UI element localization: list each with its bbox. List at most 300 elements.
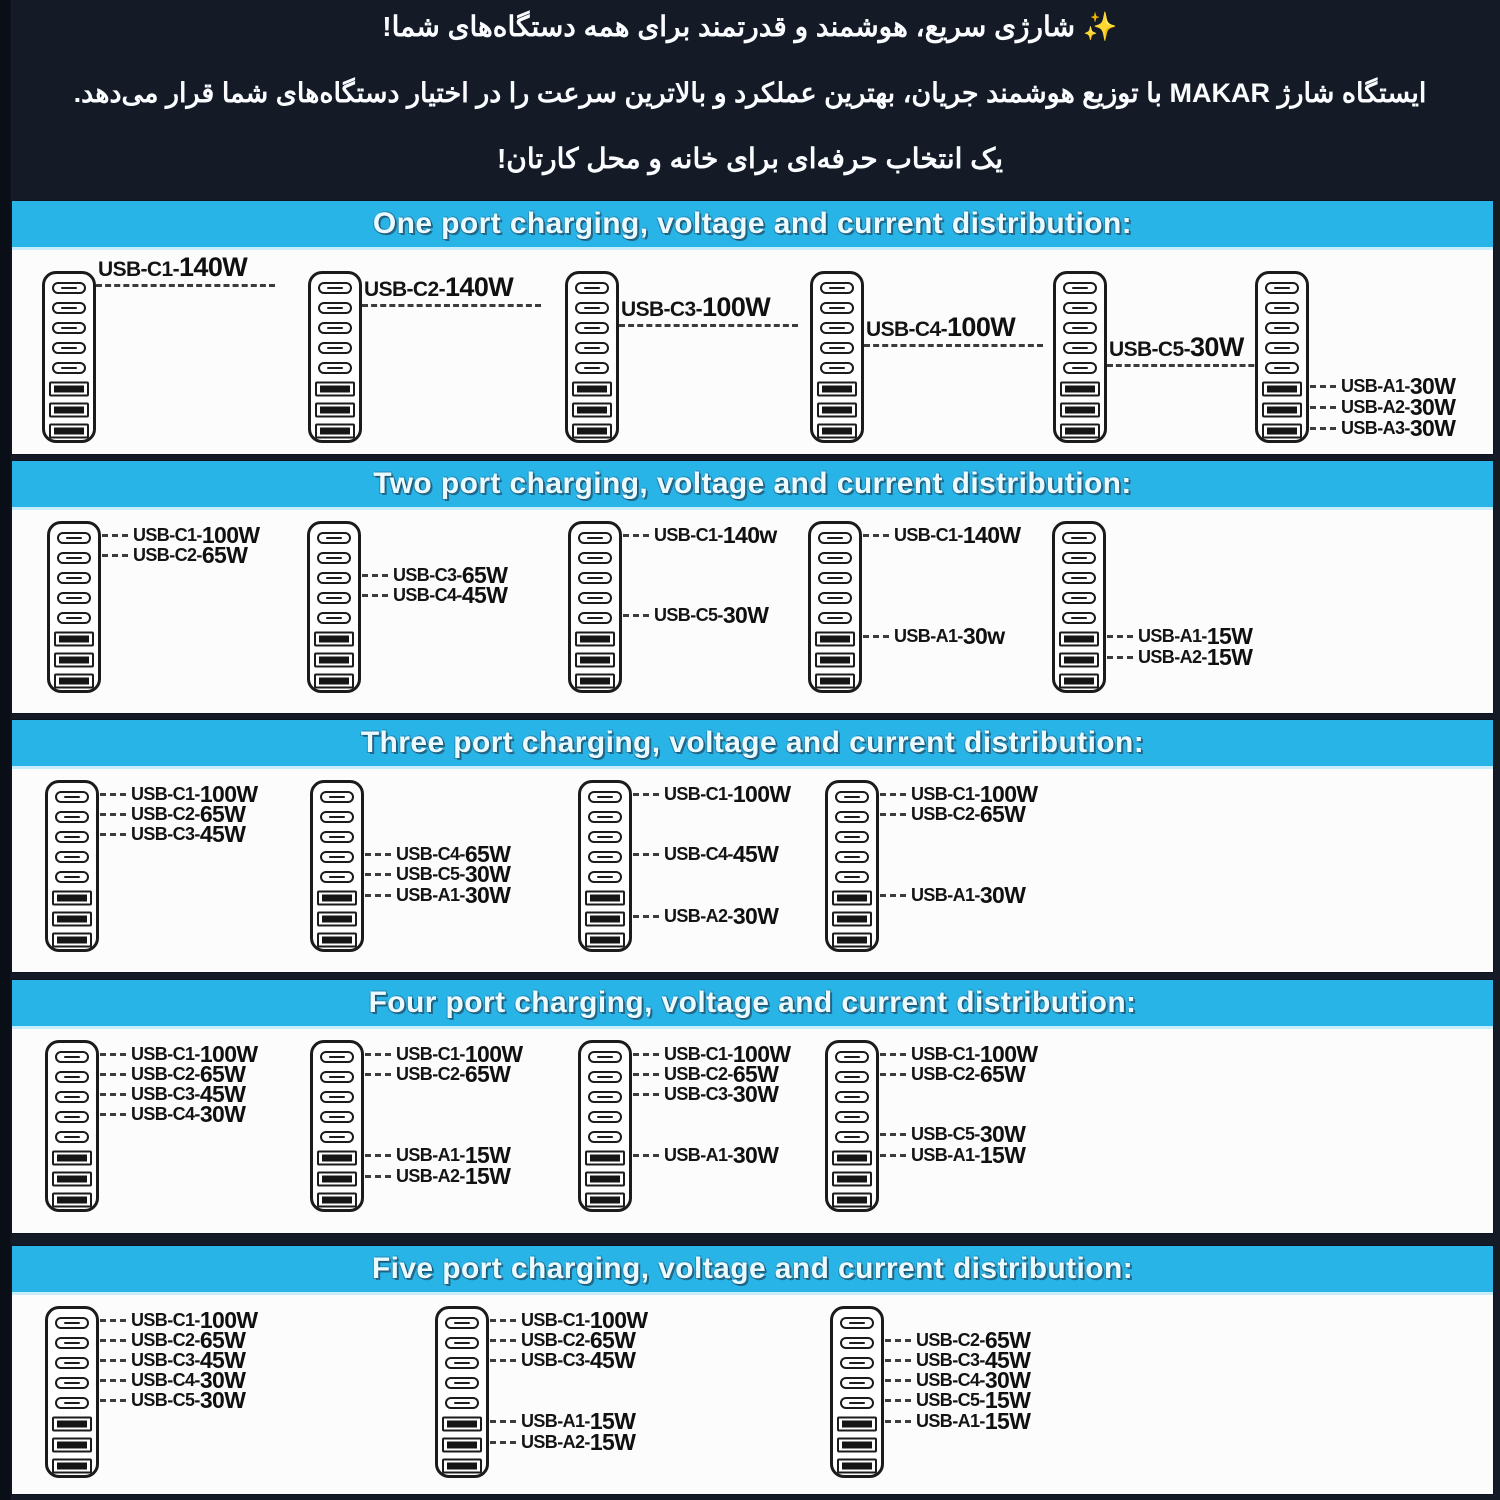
port-id-text: USB-A1- <box>911 884 980 905</box>
usb-c-port-icon <box>575 322 609 334</box>
usb-c-port-icon <box>578 552 612 564</box>
port-id-text: USB-C1- <box>98 258 179 281</box>
port-id-text: USB-C4- <box>664 843 733 864</box>
usb-c-port-icon <box>1062 612 1096 624</box>
port-id-text: USB-A1- <box>521 1410 590 1431</box>
section-header-bar <box>12 201 1493 250</box>
usb-c-port-icon <box>320 1111 354 1123</box>
usb-a-port-icon <box>1060 424 1100 439</box>
usb-c-port-icon <box>52 302 86 314</box>
usb-c-port-icon <box>1265 302 1299 314</box>
usb-c-port-icon <box>588 1131 622 1143</box>
port-id-text: USB-C1- <box>911 1043 980 1064</box>
leader-line <box>100 793 126 796</box>
leader-line <box>365 1154 391 1157</box>
usb-c-port-icon <box>445 1317 479 1329</box>
usb-a-port-icon <box>315 382 355 397</box>
port-power-text: 45W <box>199 820 246 847</box>
port-id-text: USB-A1- <box>396 884 465 905</box>
usb-c-port-icon <box>818 552 852 564</box>
port-power-text: 15W <box>464 1141 511 1168</box>
port-power-label <box>362 582 507 608</box>
leader-line <box>365 1175 391 1178</box>
port-power-text: 15W <box>589 1407 636 1434</box>
usb-a-port-icon <box>317 891 357 906</box>
usb-c-port-icon <box>1062 552 1096 564</box>
usb-c-port-icon <box>55 1357 89 1369</box>
port-power-text: 45W <box>461 581 508 608</box>
usb-a-port-icon <box>317 1172 357 1187</box>
usb-a-port-icon <box>442 1417 482 1432</box>
port-power-label <box>863 623 1005 649</box>
usb-c-port-icon <box>1265 342 1299 354</box>
charger-device <box>1255 271 1309 443</box>
usb-c-port-icon <box>1063 322 1097 334</box>
usb-a-port-icon <box>585 933 625 948</box>
usb-a-port-icon <box>837 1438 877 1453</box>
section-title: Two port charging, voltage and current distribution: <box>373 467 1132 500</box>
port-power-text: 45W <box>199 1346 246 1373</box>
section-title: Five port charging, voltage and current distribution: <box>371 1252 1134 1285</box>
usb-c-port-icon <box>57 592 91 604</box>
usb-c-port-icon <box>835 831 869 843</box>
usb-c-port-icon <box>840 1357 874 1369</box>
port-power-label <box>623 522 777 548</box>
port-id-text: USB-A2- <box>1341 396 1410 417</box>
usb-c-port-icon <box>820 362 854 374</box>
charger-device <box>42 271 96 443</box>
leader-line <box>1310 427 1336 430</box>
usb-a-port-icon <box>315 424 355 439</box>
usb-a-port-icon <box>442 1438 482 1453</box>
leader-line <box>1310 385 1336 388</box>
usb-c-port-icon <box>588 811 622 823</box>
section-title: Four port charging, voltage and current distribution: <box>368 986 1137 1019</box>
usb-a-port-icon <box>52 1151 92 1166</box>
usb-a-port-icon <box>317 912 357 927</box>
port-distribution-section <box>12 201 1493 454</box>
port-power-label <box>365 1163 510 1189</box>
port-id-text: USB-C2- <box>911 1063 980 1084</box>
usb-c-port-icon <box>818 572 852 584</box>
usb-a-port-icon <box>52 1172 92 1187</box>
usb-a-port-icon <box>54 674 94 689</box>
port-power-text: 65W <box>732 1060 779 1087</box>
port-id-text: USB-C4- <box>393 584 462 605</box>
usb-a-port-icon <box>817 403 857 418</box>
port-power-text: 65W <box>199 1060 246 1087</box>
port-power-text: 15W <box>589 1428 636 1455</box>
usb-a-port-icon <box>837 1417 877 1432</box>
leader-line <box>863 534 889 537</box>
port-distribution-section <box>12 980 1493 1233</box>
port-power-text: 45W <box>732 840 779 867</box>
usb-c-port-icon <box>445 1357 479 1369</box>
usb-c-port-icon <box>835 1111 869 1123</box>
charger-device <box>45 1306 99 1478</box>
port-power-text: 30W <box>1409 372 1456 399</box>
usb-c-port-icon <box>588 1111 622 1123</box>
port-power-text: 30W <box>984 1366 1031 1393</box>
section-header-bar <box>12 461 1493 510</box>
port-id-text: USB-C2- <box>521 1329 590 1350</box>
usb-c-port-icon <box>588 1051 622 1063</box>
leader-line <box>100 1359 126 1362</box>
port-power-label <box>490 1429 635 1455</box>
port-id-text: USB-C1- <box>131 1309 200 1330</box>
port-id-text: USB-C2- <box>131 803 200 824</box>
port-power-text: 30W <box>1409 414 1456 441</box>
section-header-bar <box>12 720 1493 769</box>
leader-line <box>1310 406 1336 409</box>
port-id-text: USB-C4- <box>916 1369 985 1390</box>
usb-c-port-icon <box>588 791 622 803</box>
leader-line <box>880 1073 906 1076</box>
usb-c-port-icon <box>318 362 352 374</box>
usb-c-port-icon <box>320 791 354 803</box>
port-power-text: 100W <box>732 780 791 807</box>
port-id-text: USB-A2- <box>664 905 733 926</box>
port-id-text: USB-C1- <box>911 783 980 804</box>
port-power-label <box>490 1347 635 1373</box>
usb-c-port-icon <box>1063 362 1097 374</box>
charger-device <box>810 271 864 443</box>
port-id-text: USB-C3- <box>521 1349 590 1370</box>
section-header-bar <box>12 980 1493 1029</box>
usb-a-port-icon <box>815 632 855 647</box>
port-power-label <box>633 1142 778 1168</box>
port-power-text: 45W <box>984 1346 1031 1373</box>
leader-line <box>365 1073 391 1076</box>
usb-a-port-icon <box>1262 382 1302 397</box>
port-power-text: 45W <box>199 1080 246 1107</box>
port-id-text: USB-C2- <box>131 1063 200 1084</box>
usb-c-port-icon <box>445 1337 479 1349</box>
port-power-text: 100W <box>199 780 258 807</box>
usb-c-port-icon <box>52 342 86 354</box>
intro-line-1: ✨ شارژی سریع، هوشمند و قدرتمند برای همه دستگاه‌های شما! <box>382 11 1118 42</box>
port-power-label <box>365 1061 510 1087</box>
usb-c-port-icon <box>317 532 351 544</box>
usb-a-port-icon <box>442 1459 482 1474</box>
leader-line <box>490 1441 516 1444</box>
charger-device <box>45 1040 99 1212</box>
usb-c-port-icon <box>840 1317 874 1329</box>
usb-a-port-icon <box>52 1193 92 1208</box>
port-id-text: USB-C3- <box>621 298 702 321</box>
port-id-text: USB-C2- <box>133 544 202 565</box>
leader-line <box>100 1053 126 1056</box>
port-power-text: 30W <box>979 881 1026 908</box>
usb-c-port-icon <box>578 592 612 604</box>
port-id-text: USB-C1- <box>131 783 200 804</box>
usb-c-port-icon <box>55 1337 89 1349</box>
leader-line <box>880 813 906 816</box>
usb-a-port-icon <box>1060 403 1100 418</box>
leader-line <box>100 1379 126 1382</box>
usb-c-port-icon <box>1265 282 1299 294</box>
port-power-text: 30W <box>464 881 511 908</box>
usb-a-port-icon <box>314 632 354 647</box>
leader-line <box>100 813 126 816</box>
charger-device <box>825 1040 879 1212</box>
usb-c-port-icon <box>318 322 352 334</box>
port-id-text: USB-C2- <box>916 1329 985 1350</box>
usb-c-port-icon <box>320 1131 354 1143</box>
usb-c-port-icon <box>57 532 91 544</box>
section-title: Three port charging, voltage and current distribution: <box>360 726 1145 759</box>
usb-a-port-icon <box>832 933 872 948</box>
usb-c-port-icon <box>317 612 351 624</box>
port-power-text: 30W <box>979 1120 1026 1147</box>
port-id-text: USB-C1- <box>664 1043 733 1064</box>
leader-line <box>102 534 128 537</box>
port-id-text: USB-C1- <box>521 1309 590 1330</box>
port-power-text: 65W <box>464 840 511 867</box>
port-power-text: 45W <box>589 1346 636 1373</box>
port-power-text: 140W <box>178 252 248 282</box>
port-distribution-section <box>12 720 1493 972</box>
leader-line <box>100 1399 126 1402</box>
port-id-text: USB-A1- <box>911 1144 980 1165</box>
usb-a-port-icon <box>1262 424 1302 439</box>
usb-a-port-icon <box>1059 632 1099 647</box>
port-power-text: 15W <box>1206 622 1253 649</box>
usb-a-port-icon <box>49 424 89 439</box>
charger-device <box>310 780 364 952</box>
leader-line <box>885 1359 911 1362</box>
port-distribution-section <box>12 461 1493 713</box>
port-power-label <box>633 903 778 929</box>
port-power-label <box>633 841 778 867</box>
port-power-text: 15W <box>984 1386 1031 1413</box>
usb-c-port-icon <box>1062 592 1096 604</box>
port-id-text: USB-A2- <box>396 1165 465 1186</box>
usb-c-port-icon <box>1063 282 1097 294</box>
port-id-text: USB-C5- <box>131 1389 200 1410</box>
usb-c-port-icon <box>52 322 86 334</box>
usb-c-port-icon <box>588 1071 622 1083</box>
usb-c-port-icon <box>320 851 354 863</box>
leader-line <box>100 1113 126 1116</box>
leader-line <box>100 1339 126 1342</box>
charger-device <box>578 780 632 952</box>
usb-a-port-icon <box>585 1193 625 1208</box>
usb-c-port-icon <box>588 1091 622 1103</box>
usb-c-port-icon <box>818 532 852 544</box>
usb-c-port-icon <box>578 572 612 584</box>
port-power-label <box>100 821 245 847</box>
port-power-text: 30W <box>732 1141 779 1168</box>
port-id-text: USB-C4- <box>396 843 465 864</box>
usb-c-port-icon <box>840 1337 874 1349</box>
usb-a-port-icon <box>317 1151 357 1166</box>
usb-c-port-icon <box>52 362 86 374</box>
port-id-text: USB-A2- <box>1138 646 1207 667</box>
port-power-label <box>102 542 247 568</box>
port-id-text: USB-C1- <box>133 524 202 545</box>
usb-c-port-icon <box>445 1377 479 1389</box>
port-power-text: 30W <box>199 1366 246 1393</box>
leader-line <box>490 1339 516 1342</box>
usb-a-port-icon <box>832 1151 872 1166</box>
port-id-text: USB-C5- <box>916 1389 985 1410</box>
usb-c-port-icon <box>55 1091 89 1103</box>
leader-line <box>633 915 659 918</box>
port-power-text: 15W <box>984 1407 1031 1434</box>
charger-device <box>45 780 99 952</box>
usb-a-port-icon <box>52 1459 92 1474</box>
usb-c-port-icon <box>57 572 91 584</box>
port-id-text: USB-A2- <box>521 1431 590 1452</box>
usb-c-port-icon <box>320 871 354 883</box>
usb-c-port-icon <box>317 592 351 604</box>
leader-line <box>633 1053 659 1056</box>
port-power-text: 100W <box>201 521 260 548</box>
leader-line <box>885 1339 911 1342</box>
usb-c-port-icon <box>835 1051 869 1063</box>
usb-c-port-icon <box>835 1131 869 1143</box>
usb-a-port-icon <box>815 674 855 689</box>
usb-a-port-icon <box>572 424 612 439</box>
leader-line <box>1107 656 1133 659</box>
leader-line <box>633 853 659 856</box>
port-id-text: USB-C1- <box>654 524 723 545</box>
port-id-text: USB-C1- <box>131 1043 200 1064</box>
leader-line <box>100 1093 126 1096</box>
port-power-label <box>100 1101 245 1127</box>
leader-line <box>100 1319 126 1322</box>
usb-c-port-icon <box>318 302 352 314</box>
leader-line <box>880 894 906 897</box>
usb-c-port-icon <box>320 1091 354 1103</box>
usb-a-port-icon <box>832 1193 872 1208</box>
usb-c-port-icon <box>835 1091 869 1103</box>
usb-c-port-icon <box>445 1397 479 1409</box>
port-id-text: USB-A1- <box>1341 375 1410 396</box>
port-power-text: 100W <box>732 1040 791 1067</box>
charger-device <box>310 1040 364 1212</box>
usb-c-port-icon <box>835 851 869 863</box>
port-power-label <box>633 781 791 807</box>
usb-c-port-icon <box>820 322 854 334</box>
usb-a-port-icon <box>585 891 625 906</box>
leader-line <box>362 594 388 597</box>
port-id-text: USB-C4- <box>131 1103 200 1124</box>
leader-line <box>1107 635 1133 638</box>
charger-device <box>568 521 622 693</box>
port-power-text: 100W <box>464 1040 523 1067</box>
leader-line <box>885 1399 911 1402</box>
usb-a-port-icon <box>49 382 89 397</box>
usb-c-port-icon <box>57 552 91 564</box>
port-id-text: USB-C5- <box>1109 338 1190 361</box>
usb-c-port-icon <box>57 612 91 624</box>
leader-line <box>880 1154 906 1157</box>
usb-c-port-icon <box>320 1051 354 1063</box>
leader-line <box>100 833 126 836</box>
port-power-label <box>885 1408 1030 1434</box>
usb-a-port-icon <box>572 403 612 418</box>
charger-device <box>308 271 362 443</box>
port-power-label <box>880 801 1025 827</box>
port-power-label <box>633 1081 778 1107</box>
usb-c-port-icon <box>820 342 854 354</box>
port-power-text: 15W <box>979 1141 1026 1168</box>
leader-line <box>102 554 128 557</box>
usb-a-port-icon <box>1059 653 1099 668</box>
usb-c-port-icon <box>575 302 609 314</box>
port-power-label <box>864 312 1043 347</box>
port-power-text: 140W <box>444 272 514 302</box>
leader-line <box>880 793 906 796</box>
usb-c-port-icon <box>575 342 609 354</box>
usb-c-port-icon <box>835 1071 869 1083</box>
port-power-text: 65W <box>199 800 246 827</box>
usb-a-port-icon <box>52 933 92 948</box>
usb-c-port-icon <box>55 851 89 863</box>
port-power-text: 30W <box>1189 332 1244 362</box>
port-power-label <box>365 882 510 908</box>
charger-device <box>47 521 101 693</box>
leader-line <box>490 1420 516 1423</box>
leader-line <box>623 534 649 537</box>
port-power-text: 15W <box>1206 643 1253 670</box>
charger-device <box>1053 271 1107 443</box>
usb-c-port-icon <box>55 871 89 883</box>
usb-c-port-icon <box>52 282 86 294</box>
leader-line <box>365 853 391 856</box>
leader-line <box>880 1053 906 1056</box>
usb-c-port-icon <box>820 282 854 294</box>
usb-a-port-icon <box>314 653 354 668</box>
usb-c-port-icon <box>588 851 622 863</box>
usb-c-port-icon <box>55 1131 89 1143</box>
leader-line <box>623 614 649 617</box>
usb-a-port-icon <box>585 912 625 927</box>
usb-a-port-icon <box>837 1459 877 1474</box>
charger-device <box>435 1306 489 1478</box>
usb-c-port-icon <box>55 1071 89 1083</box>
usb-c-port-icon <box>1063 342 1097 354</box>
port-power-label <box>1107 644 1252 670</box>
usb-c-port-icon <box>820 302 854 314</box>
port-power-text: 30w <box>962 622 1005 649</box>
charger-device <box>578 1040 632 1212</box>
usb-a-port-icon <box>815 653 855 668</box>
port-id-text: USB-C4- <box>866 318 947 341</box>
usb-c-port-icon <box>320 811 354 823</box>
usb-c-port-icon <box>1265 362 1299 374</box>
usb-c-port-icon <box>1062 532 1096 544</box>
section-title: One port charging, voltage and current distribution: <box>372 207 1133 240</box>
leader-line <box>365 894 391 897</box>
port-power-text: 65W <box>201 541 248 568</box>
port-id-text: USB-A3- <box>1341 417 1410 438</box>
usb-c-port-icon <box>55 791 89 803</box>
usb-c-port-icon <box>55 1111 89 1123</box>
port-power-text: 65W <box>461 561 508 588</box>
usb-c-port-icon <box>588 871 622 883</box>
usb-a-port-icon <box>1262 403 1302 418</box>
port-power-text: 65W <box>984 1326 1031 1353</box>
usb-a-port-icon <box>314 674 354 689</box>
leader-line <box>885 1420 911 1423</box>
leader-line <box>490 1319 516 1322</box>
leader-line <box>100 1073 126 1076</box>
leader-line <box>365 1053 391 1056</box>
usb-c-port-icon <box>818 592 852 604</box>
